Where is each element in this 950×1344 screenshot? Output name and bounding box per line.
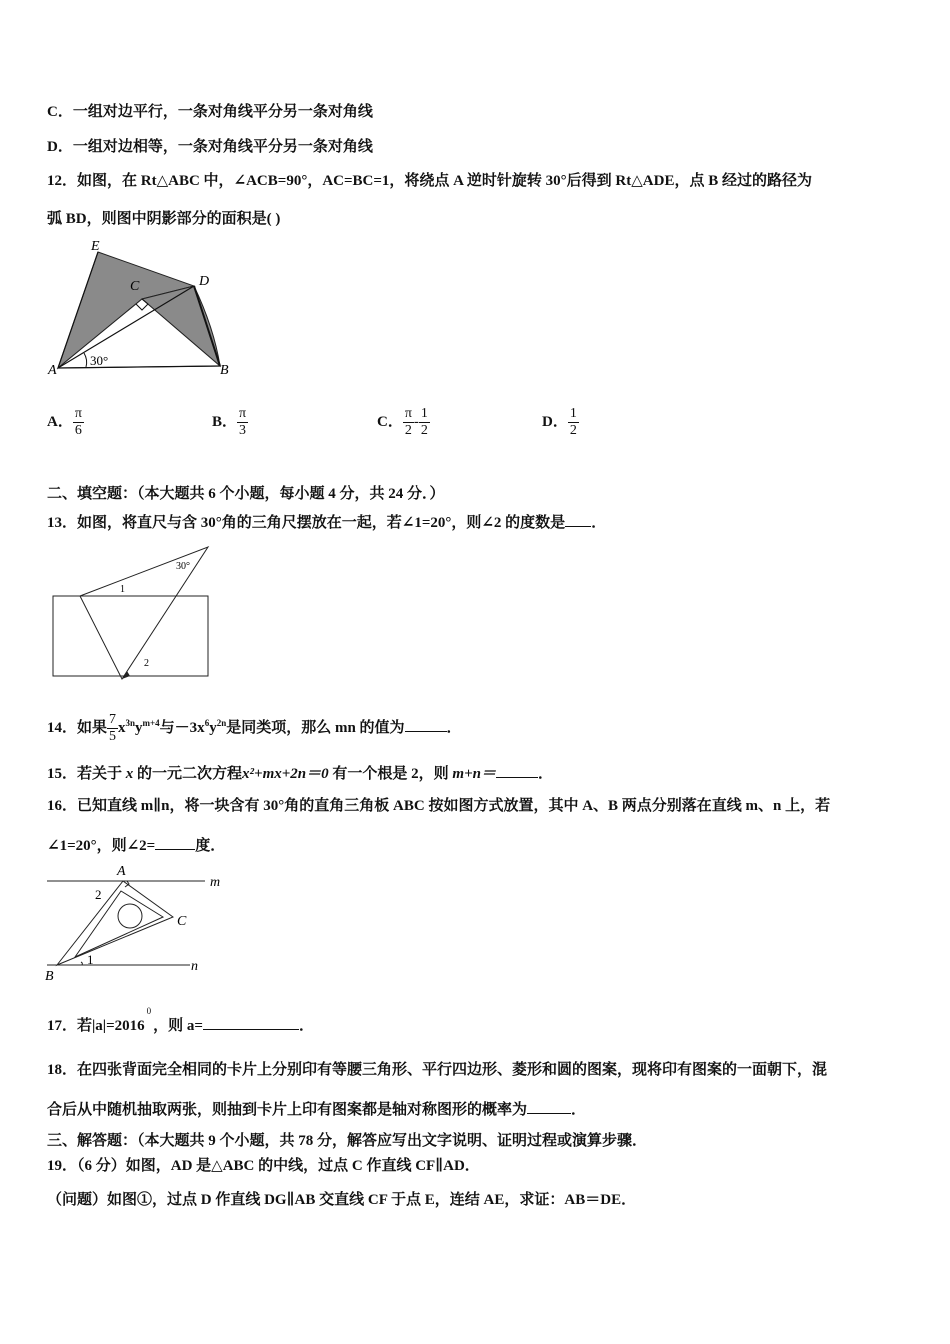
q16-label-m: m — [210, 875, 221, 890]
q12-option-a: A． $\frac{\pi}{6}$ — [47, 406, 82, 438]
q18-answer-blank — [527, 1097, 571, 1114]
q16-triangle — [57, 881, 173, 965]
q14-question: 14．如果 $\frac{7}{5}$ $x^{3n}y^{m+4}$与$-3x^6y^{2n}$是同类项，那么 mn 的值为 ． — [47, 712, 462, 745]
q12-label-a: A — [48, 363, 57, 378]
q16-label-a: A — [117, 864, 126, 879]
q13-label-2: 2 — [144, 658, 149, 669]
q16-label-c: C — [177, 914, 187, 929]
q16-label-n: n — [191, 959, 198, 974]
q13-answer-blank — [565, 510, 591, 527]
q12-text-line1: 12．如图，在 Rt△ABC 中，∠ACB=90°，AC=BC=1，将绕点 A 逆时针旋转 30°后得到 Rt△ADE，点 B 经过的路径为 — [47, 173, 812, 189]
q13-label-1: 1 — [120, 584, 125, 595]
q16-label-b: B — [45, 969, 54, 984]
q16-label-2: 2 — [95, 887, 102, 902]
q12-label-e: E — [91, 239, 100, 254]
q16-figure — [45, 862, 230, 982]
q12-option-b: B． $\frac{\pi}{3}$ — [212, 406, 247, 438]
q16-answer-blank — [155, 833, 195, 850]
q16-text-line2: ∠1=20°，则∠2= 度． — [47, 833, 225, 856]
section3-header: 三、解答题：（本大题共 9 个小题，共 78 分，解答应写出文字说明、证明过程或演算步骤． — [47, 1133, 648, 1149]
q12-label-c: C — [130, 279, 140, 294]
q11-option-d: D．一组对边相等，一条对角线平分另一条对角线 — [47, 139, 373, 155]
q12-label-angle: 30° — [90, 353, 109, 368]
q19-subquestion: （问题）如图①，过点 D 作直线 DG∥AB 交直线 CF 于点 E，连结 AE，求证：AB＝DE． — [47, 1192, 637, 1208]
q12-label-b: B — [220, 363, 229, 378]
q13-ruler — [53, 596, 208, 676]
q18-text-line1: 18．在四张背面完全相同的卡片上分别印有等腰三角形、平行四边形、菱形和圆的图案，现将印有图案的一面朝下，混 — [47, 1062, 828, 1078]
q13-figure — [50, 545, 215, 680]
q12-figure — [46, 240, 246, 385]
q16-hole — [118, 904, 142, 928]
q12-text-line2: 弧 BD，则图中阴影部分的面积是( ) — [47, 211, 281, 227]
q17-question: 17．若$|a|=2016^0$，则 a= ． — [47, 1006, 314, 1034]
q14-answer-blank — [405, 715, 447, 732]
q12-option-d: D． $\frac{1}{2}$ — [542, 406, 577, 438]
q13-question: 13．如图，将直尺与含 30°角的三角尺摆放在一起，若∠1=20°，则∠2 的度数是 ． — [47, 510, 606, 533]
q12-option-c: C． $\frac{\pi}{2}$ - $\frac{1}{2}$ — [377, 406, 428, 438]
q16-label-1: 1 — [87, 952, 94, 967]
q11-option-c: C．一组对边平行，一条对角线平分另一条对角线 — [47, 104, 373, 120]
q15-question: 15．若关于 x 的一元二次方程x²+mx+2n＝0 有一个根是 2，则 m+n＝ ． — [47, 761, 553, 784]
q13-label-30: 30° — [176, 561, 190, 572]
q18-text-line2: 合后从中随机抽取两张，则抽到卡片上印有图案都是轴对称图形的概率为 ． — [47, 1097, 586, 1120]
q15-answer-blank — [496, 761, 538, 778]
q12-label-d: D — [199, 274, 210, 289]
q17-answer-blank — [203, 1013, 299, 1030]
q19-text: 19．（6 分）如图，AD 是△ABC 的中线，过点 C 作直线 CF∥AD． — [47, 1158, 480, 1174]
section2-header: 二、填空题：（本大题共 6 个小题，每小题 4 分，共 24 分．） — [47, 486, 445, 502]
q16-text-line1: 16．已知直线 m∥n，将一块含有 30°角的直角三角板 ABC 按如图方式放置，其中 A、B 两点分别落在直线 m、n 上，若 — [47, 798, 831, 814]
